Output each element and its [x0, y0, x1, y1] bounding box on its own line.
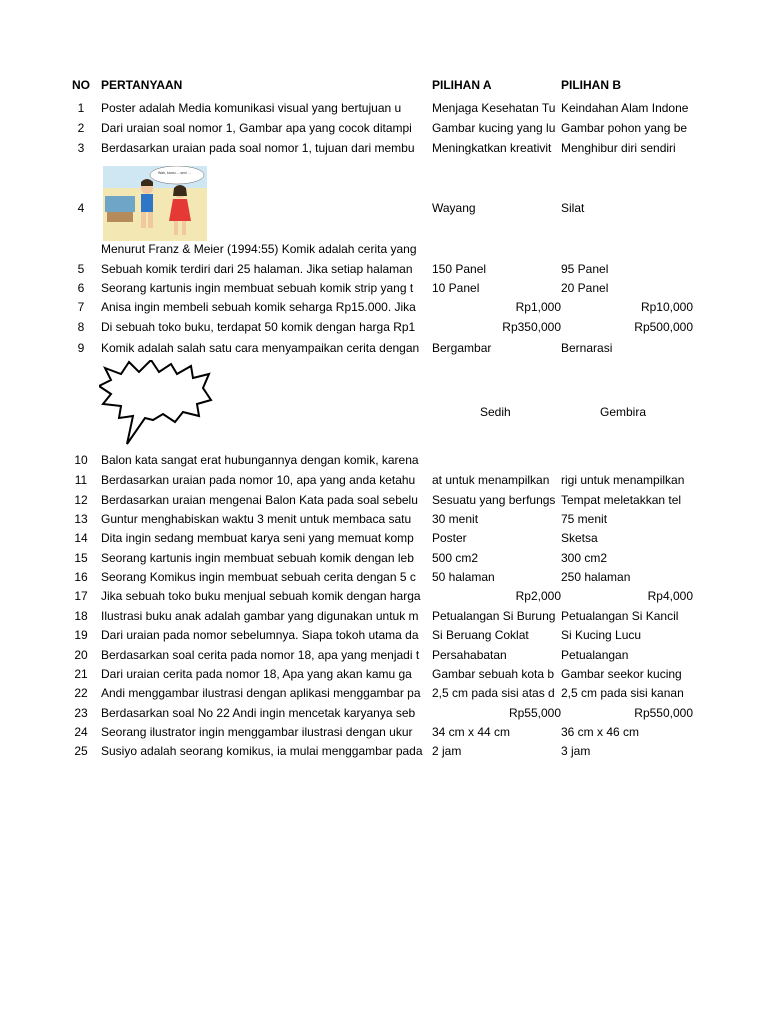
option-b: Gambar seekor kucing [561, 667, 682, 681]
option-b: 20 Panel [561, 281, 609, 295]
question-text: Berdasarkan uraian pada soal nomor 1, tujuan dari membu [101, 141, 415, 155]
option-a: Meningkatkan kreativit [432, 141, 552, 155]
question-text: Dari uraian pada nomor sebelumnya. Siapa tokoh utama da [101, 628, 419, 642]
row-number: 10 [74, 453, 88, 467]
option-b: Rp500,000 [634, 320, 693, 334]
row-number: 23 [74, 706, 88, 720]
question-text: Andi menggambar ilustrasi dengan aplikasi menggambar pa [101, 686, 421, 700]
option-b: 75 menit [561, 512, 608, 526]
row-number: 9 [77, 341, 85, 355]
row-number: 17 [74, 589, 88, 603]
option-a: Persahabatan [432, 648, 507, 662]
option-a: Rp1,000 [515, 300, 561, 314]
question-text: Sebuah komik terdiri dari 25 halaman. Jika setiap halaman [101, 262, 413, 276]
option-b: 95 Panel [561, 262, 609, 276]
option-b: 300 cm2 [561, 551, 608, 565]
question-text: Balon kata sangat erat hubungannya dengan komik, karena [101, 453, 419, 467]
row-number: 3 [77, 141, 85, 155]
row-number: 22 [74, 686, 88, 700]
row-number [66, 242, 96, 258]
row-number: 20 [74, 648, 88, 662]
question-text: Berdasarkan soal cerita pada nomor 18, apa yang menjadi t [101, 648, 420, 662]
option-b [561, 242, 693, 258]
question-text [101, 201, 430, 217]
option-b: Menghibur diri sendiri [561, 141, 676, 155]
header-question: PERTANYAAN [101, 78, 183, 92]
question-text: Komik adalah salah satu cara menyampaikan cerita dengan [101, 341, 420, 355]
question-text: Jika sebuah toko buku menjual sebuah komik dengan harga [101, 589, 421, 603]
question-text: Menurut Franz & Meier (1994:55) Komik adalah cerita yang [101, 242, 417, 256]
row-number: 11 [74, 473, 88, 487]
option-a: 30 menit [432, 512, 479, 526]
row-number: 7 [77, 300, 85, 314]
row-number: 21 [74, 667, 88, 681]
option-b: Gembira [600, 405, 647, 419]
option-a: 2,5 cm pada sisi atas d [432, 686, 555, 700]
option-a: 10 Panel [432, 281, 480, 295]
question-text: Dari uraian soal nomor 1, Gambar apa yang cocok ditampi [101, 121, 412, 135]
option-b: Gambar pohon yang be [561, 121, 688, 135]
question-text [101, 405, 430, 421]
row-number: 1 [77, 101, 85, 115]
row-number: 16 [74, 570, 88, 584]
header-option-b: PILIHAN B [561, 78, 621, 92]
speech-balloon-illustration [99, 360, 213, 446]
question-text: Seorang kartunis ingin membuat sebuah komik dengan leb [101, 551, 414, 565]
option-b: Bernarasi [561, 341, 613, 355]
question-text: Poster adalah Media komunikasi visual yang bertujuan u [101, 101, 402, 115]
row-number: 2 [77, 121, 85, 135]
option-a: at untuk menampilkan [432, 473, 550, 487]
question-text: Berdasarkan soal No 22 Andi ingin mencetak karyanya seb [101, 706, 416, 720]
option-a: Sesuatu yang berfungs [432, 493, 556, 507]
row-number: 18 [74, 609, 88, 623]
header-option-a: PILIHAN A [432, 78, 492, 92]
option-a: 50 halaman [432, 570, 495, 584]
row-number: 14 [74, 531, 88, 545]
question-text: Di sebuah toko buku, terdapat 50 komik dengan harga Rp1 [101, 320, 416, 334]
question-text: Berdasarkan uraian pada nomor 10, apa yang anda ketahu [101, 473, 416, 487]
header-no: NO [72, 78, 90, 92]
option-a: 34 cm x 44 cm [432, 725, 511, 739]
question-text: Anisa ingin membeli sebuah komik seharga Rp15.000. Jika [101, 300, 416, 314]
option-b [561, 453, 693, 469]
question-text: Seorang kartunis ingin membuat sebuah komik strip yang t [101, 281, 414, 295]
option-a: 150 Panel [432, 262, 487, 276]
comic-speech-text: Wah, kamu ... seni ... [158, 171, 191, 175]
option-a [432, 242, 561, 258]
option-b: Rp4,000 [647, 589, 693, 603]
option-a: Petualangan Si Burung [432, 609, 556, 623]
option-b: Sketsa [561, 531, 598, 545]
question-text: Susiyo adalah seorang komikus, ia mulai menggambar pada [101, 744, 423, 758]
option-b: Petualangan [561, 648, 629, 662]
option-a: Menjaga Kesehatan Tu [432, 101, 556, 115]
question-text: Seorang Komikus ingin membuat sebuah cerita dengan 5 c [101, 570, 416, 584]
option-b: 36 cm x 46 cm [561, 725, 640, 739]
question-text: Ilustrasi buku anak adalah gambar yang digunakan untuk m [101, 609, 419, 623]
option-a [432, 453, 561, 469]
question-text: Guntur menghabiskan waktu 3 menit untuk membaca satu [101, 512, 412, 526]
row-number: 19 [74, 628, 88, 642]
option-a: Gambar kucing yang lu [432, 121, 556, 135]
option-a: Wayang [432, 201, 476, 215]
row-number: 12 [74, 493, 88, 507]
option-b: Si Kucing Lucu [561, 628, 642, 642]
option-b: Tempat meletakkan tel [561, 493, 682, 507]
row-number: 15 [74, 551, 88, 565]
row-number: 25 [74, 744, 88, 758]
option-b: 250 halaman [561, 570, 631, 584]
option-a: Rp350,000 [502, 320, 561, 334]
option-b: Rp10,000 [640, 300, 693, 314]
row-number: 4 [77, 201, 85, 215]
option-b: Petualangan Si Kancil [561, 609, 679, 623]
option-b: 3 jam [561, 744, 591, 758]
option-a: Rp2,000 [515, 589, 561, 603]
option-b: rigi untuk menampilkan [561, 473, 685, 487]
option-b: Silat [561, 201, 585, 215]
option-a: Gambar sebuah kota b [432, 667, 555, 681]
option-b: 2,5 cm pada sisi kanan [561, 686, 684, 700]
option-a: 2 jam [432, 744, 462, 758]
row-number: 6 [77, 281, 85, 295]
option-a: Sedih [480, 405, 511, 419]
row-number: 5 [77, 262, 85, 276]
question-text: Berdasarkan uraian mengenai Balon Kata pada soal sebelu [101, 493, 418, 507]
option-b: Keindahan Alam Indone [561, 101, 689, 115]
question-text: Dari uraian cerita pada nomor 18, Apa yang akan kamu ga [101, 667, 412, 681]
option-b: Rp550,000 [634, 706, 693, 720]
option-a: Poster [432, 531, 467, 545]
row-number [66, 405, 96, 421]
question-text: Seorang ilustrator ingin menggambar ilustrasi dengan ukur [101, 725, 413, 739]
option-a: Rp55,000 [508, 706, 561, 720]
option-a: 500 cm2 [432, 551, 479, 565]
option-a: Bergambar [432, 341, 492, 355]
row-number: 24 [74, 725, 88, 739]
question-text: Dita ingin sedang membuat karya seni yang memuat komp [101, 531, 414, 545]
option-a: Si Beruang Coklat [432, 628, 529, 642]
row-number: 13 [74, 512, 88, 526]
row-number: 8 [77, 320, 85, 334]
